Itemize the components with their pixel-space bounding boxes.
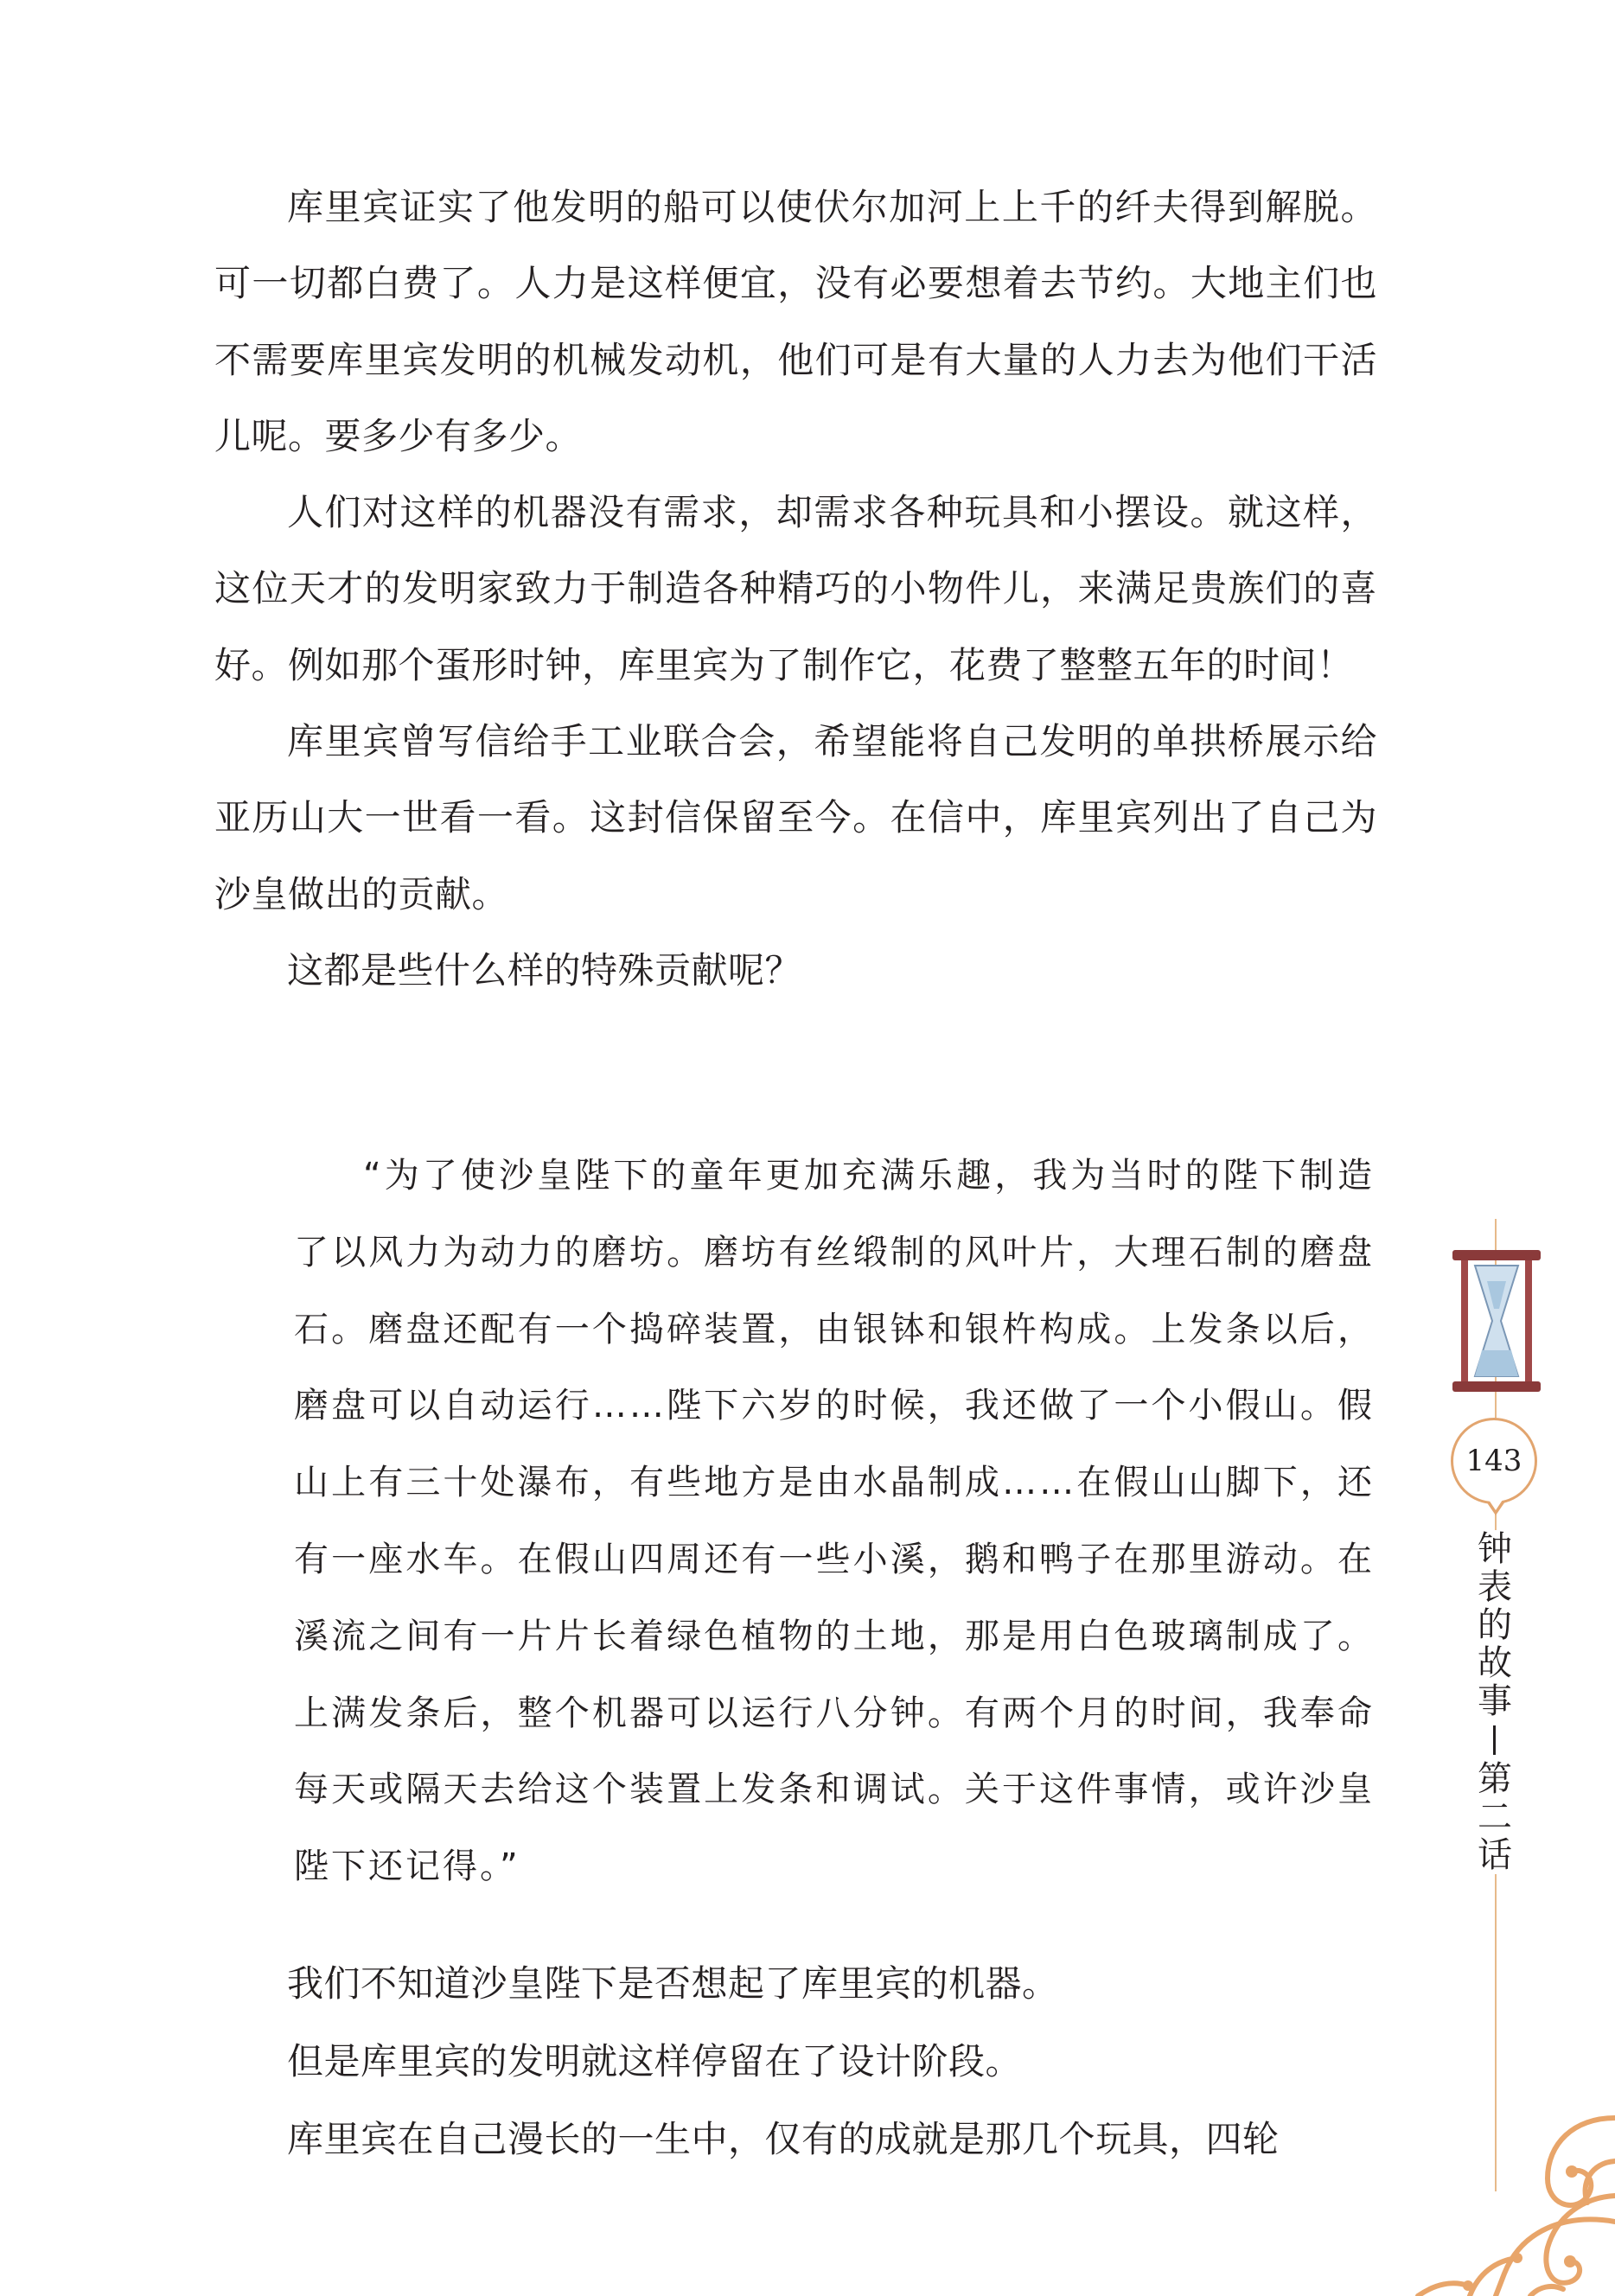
corner-ornament-icon: [1366, 2101, 1615, 2296]
running-title: [1475, 1530, 1515, 1874]
running-title-char: 钟: [1478, 1529, 1512, 1569]
block-quote: [294, 1138, 1375, 1905]
running-title-char: 话: [1478, 1835, 1512, 1875]
paragraph-5: 我们不知道沙皇陛下是否想起了库里宾的机器。: [287, 1962, 1059, 2005]
paragraph-3: 库里宾曾写信给手工业联合会，希望能将自己发明的单拱桥展示给亚历山大一世看一看。这封信保留至今。在信中，库里宾列出了自己为沙皇做出的贡献。: [214, 720, 1377, 915]
paragraph-7: 库里宾在自己漫长的一生中，仅有的成就是那几个玩具，四轮: [287, 2118, 1280, 2160]
running-title-char: 表: [1478, 1567, 1512, 1607]
page-number: 143: [1451, 1418, 1537, 1504]
running-title-char: 故: [1478, 1643, 1512, 1683]
running-title-char: 第: [1478, 1759, 1512, 1799]
page-number-pointer-inner: [1489, 1500, 1503, 1510]
quote-text: “为了使沙皇陛下的童年更加充满乐趣，我为当时的陛下制造了以风力为动力的磨坊。磨坊有丝缎制的风叶片，大理石制的磨盘石。磨盘还配有一个捣碎装置，由银钵和银杵构成。上发条以后，磨盘可以自动运行……陛下六岁的时候，我还做了一个小假山。假山上有三十处瀑布，有些地方是由水晶制成……在假山山脚下，还有一座水车。在假山四周还有一些小溪，鹅和鸭子在那里游动。在溪流之间有一片片长着绿色植物的土地，那是用白色玻璃制成了。上满发条后，整个机器可以运行八分钟。有两个月的时间，我奉命每天或隔天去给这个装置上发条和调试。关于这件事情，或许沙皇陛下还记得。”: [294, 1156, 1375, 1887]
main-text: [214, 169, 1377, 1009]
running-title-char: 二: [1478, 1797, 1512, 1837]
continuation-text: [214, 1945, 1377, 2178]
paragraph-4: 这都是些什么样的特殊贡献呢？: [287, 948, 802, 992]
paragraph-6: 但是库里宾的发明就这样停留在了设计阶段。: [287, 2040, 1023, 2082]
running-title-char: 的: [1478, 1605, 1512, 1645]
paragraph-1: 库里宾证实了他发明的船可以使伏尔加河上上千的纤夫得到解脱。可一切都白费了。人力是这样便宜，没有必要想着去节约。大地主们也不需要库里宾发明的机械发动机，他们可是有大量的人力去为他们干活儿呢。要多少有多少。: [214, 186, 1377, 457]
running-title-char: 事: [1478, 1681, 1512, 1721]
hourglass-icon: [1449, 1247, 1544, 1395]
running-title-separator: [1475, 1720, 1515, 1760]
paragraph-2: 人们对这样的机器没有需求，却需求各种玩具和小摆设。就这样，这位天才的发明家致力于制造各种精巧的小物件儿，来满足贵族们的喜好。例如那个蛋形时钟，库里宾为了制作它，花费了整整五年的时间！: [214, 491, 1377, 686]
